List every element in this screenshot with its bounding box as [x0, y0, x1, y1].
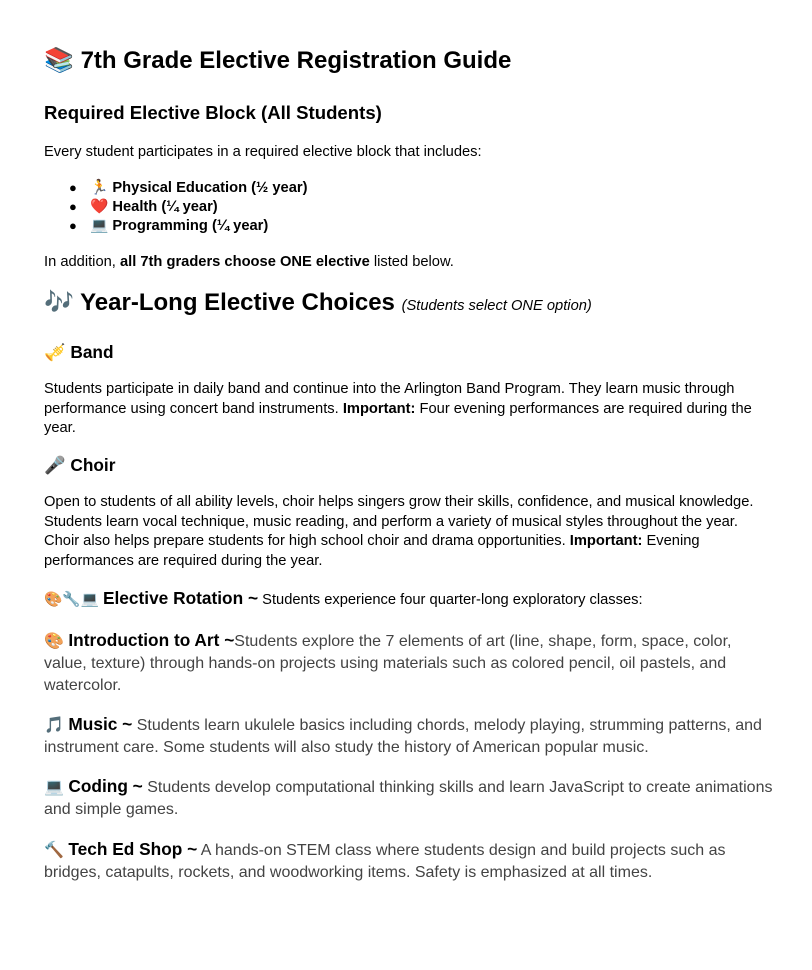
- list-item-label: Health (¼ year): [112, 199, 218, 215]
- choir-description: [44, 493, 774, 571]
- list-item: [44, 216, 307, 235]
- choir-heading: [44, 455, 115, 476]
- coding-class: [44, 775, 774, 821]
- coding-class-description: Students develop computational thinking skills and learn JavaScript to create animations and simple games.: [44, 779, 773, 818]
- palette-wrench-laptop-icons: 🎨🔧💻: [44, 591, 99, 608]
- list-item-label: Physical Education (½ year): [112, 180, 308, 196]
- tech-ed-class-description: A hands-on STEM class where students design and build projects such as bridges, catapults, rockets, and woodworking items. Safety is emphasized at all times.: [44, 842, 726, 881]
- palette-icon: 🎨: [44, 631, 64, 650]
- music-class: [44, 713, 774, 759]
- addition-bold: all 7th graders choose ONE elective: [119, 254, 370, 270]
- band-important-text: Four evening performances are required during the year.: [44, 400, 752, 436]
- bullet-icon: ●: [69, 218, 77, 233]
- tech-ed-class: [44, 838, 774, 884]
- art-class-description: Students explore the 7 elements of art (line, shape, form, space, color, value, texture) through hands-on projects using materials such as colored pencil, oil pastels, and watercolor.: [44, 633, 732, 694]
- choir-title: Choir: [70, 455, 116, 475]
- addition-note: [44, 253, 454, 273]
- music-notes-icon: 🎶: [44, 288, 74, 316]
- laptop-icon: 💻: [90, 217, 109, 234]
- coding-class-title: Coding ~: [68, 776, 143, 796]
- rotation-title: Elective Rotation ~: [102, 588, 259, 608]
- hammer-icon: 🔨: [44, 840, 64, 859]
- bullet-icon: ●: [69, 199, 77, 214]
- list-item: [44, 178, 307, 197]
- list-item: [44, 197, 307, 216]
- year-long-heading: [44, 288, 592, 317]
- rotation-subtext: Students experience four quarter-long exploratory classes:: [258, 592, 643, 608]
- microphone-icon: 🎤: [44, 456, 66, 476]
- required-block-heading: Required Elective Block (All Students): [44, 102, 382, 123]
- tech-ed-class-title: Tech Ed Shop ~: [68, 839, 198, 859]
- addition-suffix: listed below.: [369, 254, 454, 270]
- page-title-text: 7th Grade Elective Registration Guide: [80, 47, 512, 74]
- trumpet-icon: 🎺: [44, 343, 66, 363]
- rotation-heading: [44, 588, 643, 609]
- required-list: [44, 178, 307, 235]
- year-long-heading-text: Year-Long Elective Choices: [80, 289, 395, 316]
- music-note-icon: 🎵: [44, 715, 64, 734]
- choir-important-label: Important:: [569, 533, 643, 549]
- required-block-intro: Every student participates in a required elective block that includes:: [44, 144, 482, 160]
- art-class-title: Introduction to Art ~: [68, 630, 235, 650]
- books-icon: 📚: [44, 46, 74, 74]
- band-desc-text: Students participate in daily band and continue into the Arlington Band Program. They learn music through performance using concert band instruments.: [44, 381, 735, 417]
- laptop-icon: 💻: [44, 777, 64, 796]
- choir-important-text: Evening performances are required during the year.: [44, 533, 700, 569]
- music-class-title: Music ~: [68, 714, 133, 734]
- band-title: Band: [70, 342, 114, 362]
- band-heading: [44, 342, 114, 363]
- list-item-label: Programming (¼ year): [112, 218, 269, 234]
- year-long-subheading: (Students select ONE option): [401, 298, 592, 314]
- music-class-description: Students learn ukulele basics including chords, melody playing, strumming patterns, and instrument care. Some students will also study the history of American popular music.: [44, 717, 762, 756]
- band-important-label: Important:: [342, 400, 416, 417]
- runner-icon: 🏃: [90, 179, 109, 196]
- heart-icon: ❤️: [90, 198, 109, 215]
- addition-prefix: In addition,: [44, 254, 120, 270]
- bullet-icon: ●: [69, 180, 77, 195]
- art-class: [44, 629, 774, 697]
- page-title: [44, 46, 511, 75]
- choir-desc-text: Open to students of all ability levels, choir helps singers grow their skills, confidence, and musical knowledge. Students learn vocal technique, music reading, and perform a variety of musical styles throughout the year. Choir also helps prepare students for high school choir and drama opportunities.: [44, 494, 754, 549]
- band-description: [44, 380, 774, 439]
